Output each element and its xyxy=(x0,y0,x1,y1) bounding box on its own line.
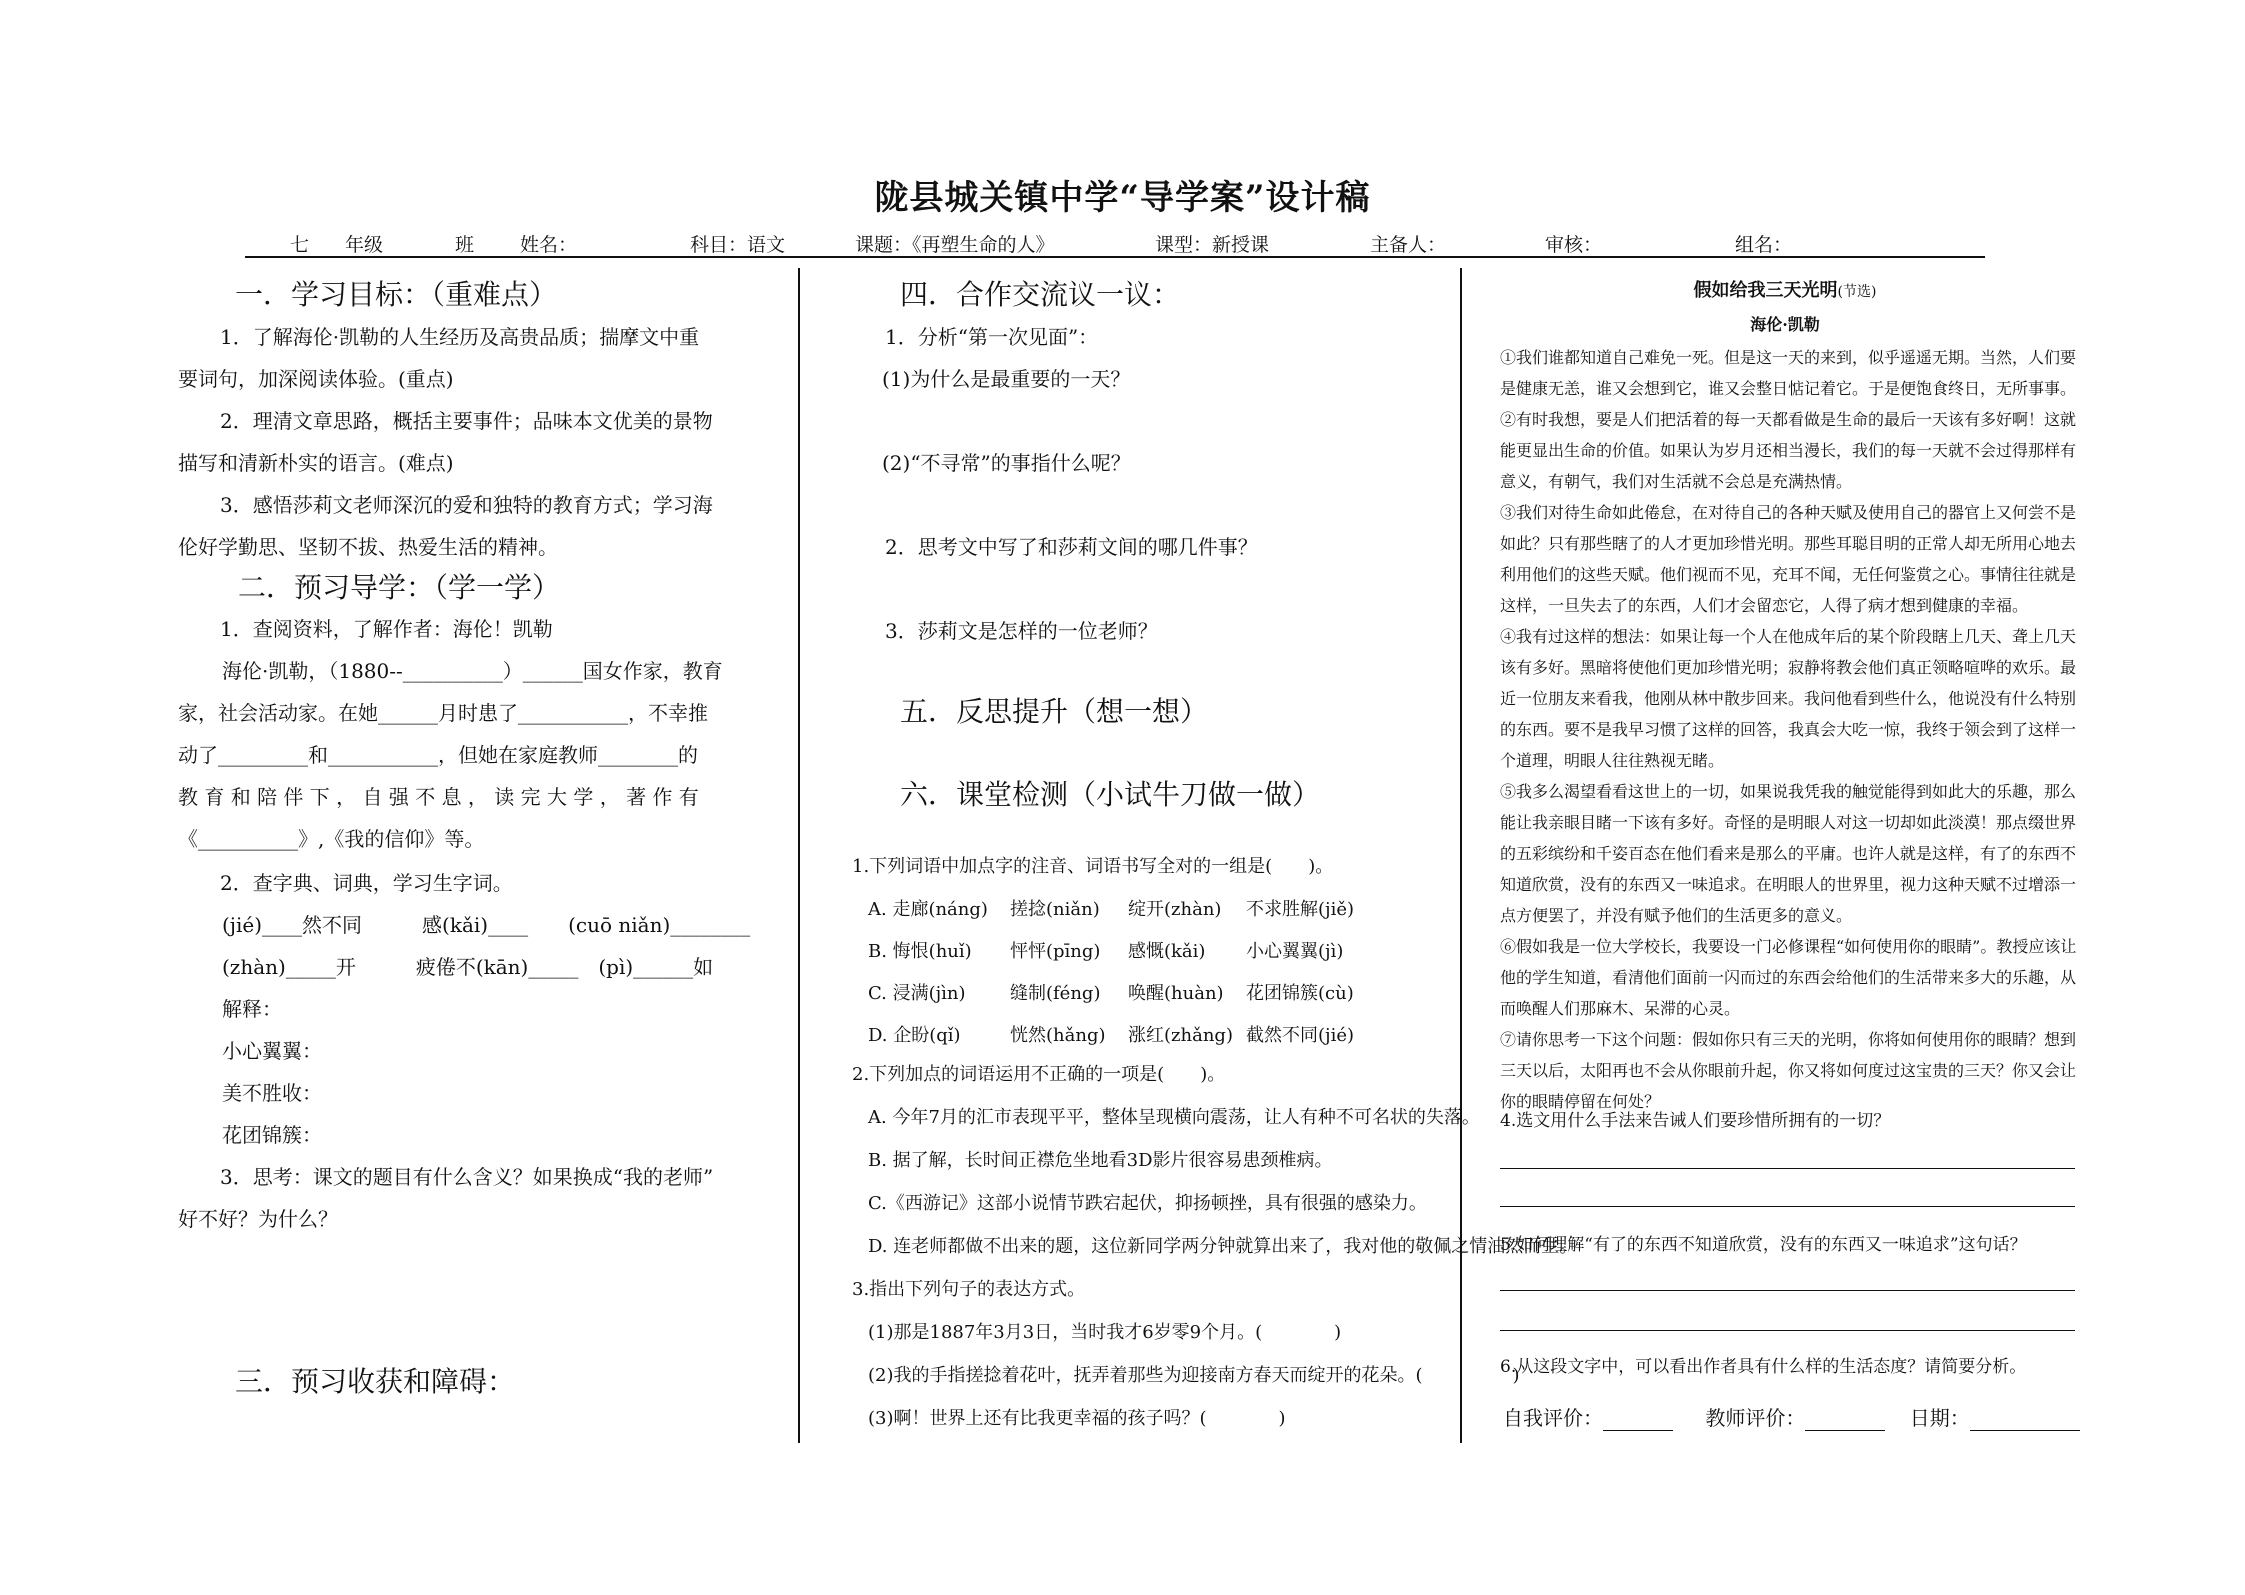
passage-question: 5.如何理解“有了的东西不知道欣赏，没有的东西又一味追求”这句话？ xyxy=(1500,1235,2027,1255)
q1-option: A. 走廊(náng) xyxy=(868,899,988,920)
info-grade-suffix: 年级 xyxy=(345,234,384,256)
q1-option: 缝制(féng) xyxy=(1010,983,1101,1004)
answer-line[interactable] xyxy=(1500,1330,2075,1331)
answer-line[interactable] xyxy=(1500,1168,2075,1169)
passage-question: 6.从这段文字中，可以看出作者具有什么样的生活态度？请简要分析。 xyxy=(1500,1357,2027,1377)
info-subject: 科目：语文 xyxy=(690,234,786,256)
goal-line: 伦好学勤思、坚韧不拔、热爱生活的精神。 xyxy=(178,535,558,559)
date-label: 日期： xyxy=(1909,1406,1970,1430)
explain-word: 小心翼翼： xyxy=(222,1039,322,1063)
q1-option: 小心翼翼(jì) xyxy=(1246,941,1344,962)
q3-item: (3)啊！世界上还有比我更幸福的孩子吗？( ) xyxy=(868,1408,1286,1429)
q1-option: 绽开(zhàn) xyxy=(1128,899,1222,920)
pinyin-row: (zhàn)_____开 疲倦不(kān)_____ (pì)______如 xyxy=(222,955,714,979)
info-topic: 课题：《再塑生命的人》 xyxy=(855,234,1055,256)
discuss-item: 3．莎莉文是怎样的一位老师？ xyxy=(885,619,1158,643)
passage-paragraph: ⑥假如我是一位大学校长，我要设一门必修课程“如何使用你的眼睛”。教授应该让他的学生知道，看清他们面前一闪而过的东西会给他们的生活带来多大的乐趣，从而唤醒人们那麻木、呆滞的心灵。 xyxy=(1500,937,2077,1018)
q1-option: 截然不同(jié) xyxy=(1246,1025,1355,1046)
info-bar xyxy=(245,228,1985,258)
date-field[interactable] xyxy=(1970,1406,2080,1431)
info-name: 姓名： xyxy=(520,234,578,256)
passage-paragraph: ③我们对待生命如此倦怠，在对待自己的各种天赋及使用自己的器官上又何尝不是如此？只有那些瞎了的人才更加珍惜光明。那些耳聪目明的正常人却无所用心地去利用他们的这些天赋。他们视而不见，充耳不闻，无任何鉴赏之心。事情往往就是这样，一旦失去了的东西，人们才会留恋它，人得了病才想到健康的幸福。 xyxy=(1500,503,2077,615)
q1-option: 搓捻(niǎn) xyxy=(1010,899,1100,920)
preview-question: 好不好？为什么？ xyxy=(178,1207,338,1231)
q2-option: D. 连老师都做不出来的题，这位新同学两分钟就算出来了，我对他的敬佩之情油然而生。 xyxy=(868,1236,1578,1257)
bio-line: 海伦·凯勒，（1880--__________）______国女作家，教育 xyxy=(222,659,723,683)
bio-line: 教 育 和 陪 伴 下 ， 自 强 不 息 ， 读 完 大 学 ， 著 作 有 xyxy=(178,785,699,809)
q1-option: 花团锦簇(cù) xyxy=(1246,983,1354,1004)
discuss-item: 2．思考文中写了和莎莉文间的哪几件事？ xyxy=(885,535,1258,559)
q3-item: (1)那是1887年3月3日，当时我才6岁零9个月。( ) xyxy=(868,1322,1342,1343)
section-title-goals: 一．学习目标：（重难点） xyxy=(235,278,558,311)
passage-paragraph: ⑤我多么渴望看看这世上的一切，如果说我凭我的触觉能得到如此大的乐趣，那么能让我亲眼目睹一下该有多好。奇怪的是明眼人对这一切却如此淡漠！那点缀世界的五彩缤纷和千姿百态在他们看来是那么的平庸。也许人就是这样，有了的东西不知道欣赏，没有的东西又一味追求。在明眼人的世界里，视力这种天赋不过增添一点方便罢了，并没有赋予他们的生活更多的意义。 xyxy=(1500,782,2077,925)
q1-option: 恍然(hǎng) xyxy=(1010,1025,1106,1046)
q2-option: C.《西游记》这部小说情节跌宕起伏，抑扬顿挫，具有很强的感染力。 xyxy=(868,1193,1427,1214)
self-eval-label: 自我评价： xyxy=(1503,1406,1603,1430)
q3-item: (2)我的手指搓捻着花叶，抚弄着那些为迎接南方春天而绽开的花朵。( ) xyxy=(868,1365,1520,1386)
test-question: 1.下列词语中加点字的注音、词语书写全对的一组是( )。 xyxy=(852,856,1334,877)
q1-option: 涨红(zhǎng) xyxy=(1128,1025,1233,1046)
bio-line: 《__________》,《我的信仰》等。 xyxy=(178,827,485,851)
q1-option: 感慨(kǎi) xyxy=(1128,941,1206,962)
preview-question: 1．查阅资料，了解作者：海伦！凯勒 xyxy=(220,617,553,641)
q2-option: B. 据了解，长时间正襟危坐地看3D影片很容易患颈椎病。 xyxy=(868,1150,1333,1171)
preview-question: 3．思考：课文的题目有什么含义？如果换成“我的老师” xyxy=(220,1165,714,1189)
preview-question: 2．查字典、词典，学习生字词。 xyxy=(220,871,513,895)
info-lesson-type: 课型：新授课 xyxy=(1155,234,1270,256)
passage-title-block xyxy=(1490,276,2080,302)
section-title-discuss: 四．合作交流议一议： xyxy=(900,278,1181,311)
passage-paragraph: ⑦请你思考一下这个问题：假如你只有三天的光明，你将如何使用你的眼睛？想到三天以后，太阳再也不会从你眼前升起，你又将如何度过这宝贵的三天？你又会让你的眼睛停留在何处？ xyxy=(1500,1030,2077,1111)
answer-line[interactable] xyxy=(1500,1206,2075,1207)
passage-paragraph: ②有时我想，要是人们把活着的每一天都看做是生命的最后一天该有多好啊！这就能更显出生命的价值。如果认为岁月还相当漫长，我们的每一天就不会过得那样有意义，有朝气，我们对生活就不会总是充满热情。 xyxy=(1500,410,2077,491)
info-grade: 七 xyxy=(290,234,310,256)
column-divider xyxy=(798,268,800,1443)
passage-paragraph: ④我有过这样的想法：如果让每一个人在他成年后的某个阶段瞎上几天、聋上几天该有多好。黑暗将使他们更加珍惜光明；寂静将教会他们真正领略喧哗的欢乐。最近一位朋友来看我，他刚从林中散步回来。我问他看到些什么，他说没有什么特别的东西。要不是我早习惯了这样的回答，我真会大吃一惊，我终于领会到了这样一个道理，明眼人往往熟视无睹。 xyxy=(1500,627,2077,770)
answer-line[interactable] xyxy=(1500,1290,2075,1291)
passage-paragraph: ①我们谁都知道自己难免一死。但是这一天的来到，似乎遥遥无期。当然，人们要是健康无恙，谁又会想到它，谁又会整日惦记着它。于是便饱食终日，无所事事。 xyxy=(1500,348,2077,398)
goal-line: 描写和清新朴实的语言。(难点) xyxy=(178,451,454,475)
self-eval-field[interactable] xyxy=(1603,1406,1673,1431)
q1-option: C. 浸满(jìn) xyxy=(868,983,966,1004)
info-preparer: 主备人： xyxy=(1370,234,1447,256)
q2-option: A. 今年7月的汇市表现平平，整体呈现横向震荡，让人有种不可名状的失落。 xyxy=(868,1107,1480,1128)
info-reviewer: 审核： xyxy=(1545,234,1603,256)
q1-option: B. 悔恨(huǐ) xyxy=(868,941,972,962)
test-question: 3.指出下列句子的表达方式。 xyxy=(852,1279,1086,1300)
q1-option: 不求胜解(jiě) xyxy=(1246,899,1355,920)
bio-line: 动了_________和___________，但她在家庭教师________的 xyxy=(178,743,698,767)
section-title-preview: 二．预习导学：（学一学） xyxy=(238,571,561,604)
page-title: 陇县城关镇中学“导学案”设计稿 xyxy=(874,178,1371,218)
info-group: 组名： xyxy=(1735,234,1793,256)
goal-line: 要词句，加深阅读体验。(重点) xyxy=(178,367,454,391)
bio-line: 家，社会活动家。在她______月时患了___________，不幸推 xyxy=(178,701,708,725)
passage-question: 4.选文用什么手法来告诫人们要珍惜所拥有的一切？ xyxy=(1500,1111,1891,1131)
q1-option: D. 企盼(qǐ) xyxy=(868,1025,961,1046)
explain-word: 花团锦簇： xyxy=(222,1123,322,1147)
section-title-reflect: 五．反思提升（想一想） xyxy=(900,695,1209,728)
passage-body xyxy=(1500,342,2082,1117)
q1-option: 唤醒(huàn) xyxy=(1128,983,1224,1004)
section-title-gains: 三．预习收获和障碍： xyxy=(235,1365,516,1398)
explain-word: 美不胜收： xyxy=(222,1081,322,1105)
evaluation-footer xyxy=(1503,1402,2080,1431)
discuss-item: (2)“不寻常”的事指什么呢？ xyxy=(882,451,1131,475)
info-class: 班 xyxy=(455,234,475,256)
goal-line: 3．感悟莎莉文老师深沉的爱和独特的教育方式；学习海 xyxy=(220,493,713,517)
pinyin-row: (jié)____然不同 感(kǎi)____ (cuō niǎn)________ xyxy=(222,913,751,937)
test-question: 2.下列加点的词语运用不正确的一项是( )。 xyxy=(852,1064,1226,1085)
teacher-eval-field[interactable] xyxy=(1805,1406,1885,1431)
teacher-eval-label: 教师评价： xyxy=(1705,1406,1806,1430)
passage-note: (节选) xyxy=(1837,284,1877,300)
discuss-item: (1)为什么是最重要的一天？ xyxy=(882,367,1131,391)
goal-line: 1．了解海伦·凯勒的人生经历及高贵品质；揣摩文中重 xyxy=(220,325,700,349)
explain-label: 解释： xyxy=(222,997,282,1021)
q1-option: 怦怦(pīng) xyxy=(1010,941,1101,962)
section-title-test: 六．课堂检测（小试牛刀做一做） xyxy=(900,778,1321,811)
passage-author: 海伦·凯勒 xyxy=(1750,315,1820,334)
passage-title: 假如给我三天光明 xyxy=(1693,280,1838,301)
goal-line: 2．理清文章思路，概括主要事件；品味本文优美的景物 xyxy=(220,409,713,433)
discuss-item: 1．分析“第一次见面”： xyxy=(885,325,1099,349)
